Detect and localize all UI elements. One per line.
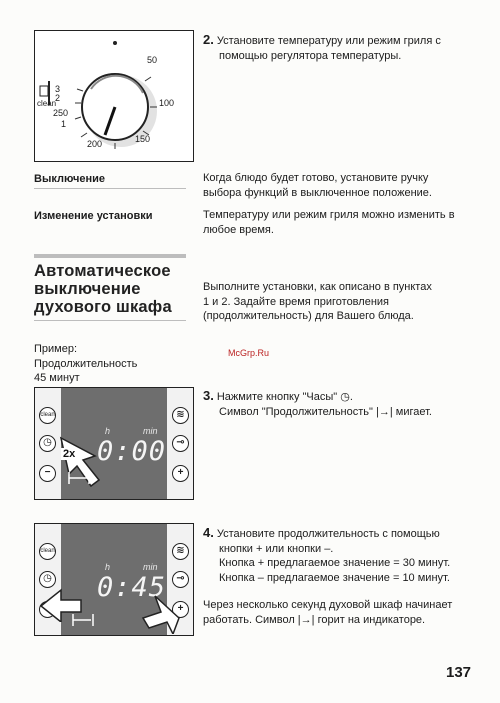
temperature-dial-figure [34,30,194,162]
auto-off-heading-line-3: духового шкафа [34,298,172,316]
control-panel-2 [34,523,194,636]
off-section-line-1: Когда блюдо будет готово, установите ручку [203,172,429,184]
steam-button[interactable]: ≋ [172,407,189,424]
dial-mark-200: 200 [87,139,103,149]
right-press-arrow-icon [139,588,185,634]
off-section-label: Выключение [34,173,105,185]
step-4 [203,526,495,585]
step-2 [203,33,493,63]
dial-mark-150: 150 [135,134,151,144]
final-note-line-2: работать. Символ |→| горит на индикаторе. [203,613,426,626]
dial-mark-50: 50 [147,55,158,65]
step-2-line-1: Установите температуру или режим гриля с [216,35,441,47]
watermark: McGrp.Ru [228,348,270,358]
panel-1-time-display: 0:00 [97,436,167,467]
change-section-line-2: любое время. [203,223,274,236]
off-section-divider [34,188,186,189]
duration-symbol-icon [69,610,99,630]
change-section-label: Изменение установки [34,210,153,222]
step-2-number: 2. [203,32,214,47]
step-3-line-2: Символ "Продолжительность" |→| мигает. [219,405,432,418]
key-button[interactable]: ⊸ [172,571,189,588]
step-4-number: 4. [203,525,214,540]
final-note [203,598,495,627]
final-note-line-1: Через несколько секунд духовой шкаф начинает [203,599,453,611]
clean-button[interactable]: clean [39,543,56,560]
dial-mark-100: 100 [159,98,175,108]
dial-mark-2: 2 [55,93,61,103]
clock-button[interactable]: ◷ [39,571,56,588]
dial-mark-3: 3 [55,84,61,94]
plus-button[interactable]: + [172,465,189,482]
panel-2-hours-label: h [105,562,111,572]
panel-1-minutes-label: min [143,426,158,436]
auto-off-heading [34,262,194,316]
steam-button[interactable]: ≋ [172,543,189,560]
clean-button[interactable]: clean [39,407,56,424]
press-twice-badge: 2x [63,448,76,460]
step-3 [203,389,493,419]
plus-button[interactable]: + [172,601,189,618]
clock-button[interactable]: ◷ [39,435,56,452]
step-3-line-1: Нажмите кнопку "Часы" ◷. [216,391,353,403]
off-section-text [203,171,493,200]
example-block [34,342,194,386]
step-4-line-1: Установите продолжительность с помощью [216,528,440,540]
example-line-1: Пример: [34,343,78,355]
control-panel-1 [34,387,194,500]
change-section-line-1: Температуру или режим гриля можно изменить в [203,209,455,221]
auto-off-bottom-rule [34,320,186,321]
step-4-line-2: кнопки + или кнопки –. [219,542,334,555]
panel-2-minutes-label: min [143,562,158,572]
step-3-number: 3. [203,388,214,403]
dial-mark-clean: clean [37,99,57,108]
auto-off-top-rule [34,254,186,258]
auto-off-heading-line-2: выключение [34,280,141,298]
example-line-3: 45 минут [34,372,80,384]
key-button[interactable]: ⊸ [172,435,189,452]
auto-off-line-2: 1 и 2. Задайте время приготовления [203,295,389,308]
auto-off-line-1: Выполните установки, как описано в пунктах [203,281,432,293]
step-4-line-3: Кнопка + предлагаемое значение = 30 минут. [219,557,451,569]
minus-button[interactable]: − [39,465,56,482]
duration-symbol-icon [65,468,95,488]
page-number: 137 [446,664,472,681]
auto-off-line-3: (продолжительность) для Вашего блюда. [203,310,414,322]
step-4-line-4: Кнопка – предлагаемое значение = 10 минут. [219,571,450,584]
step-2-line-2: помощью регулятора температуры. [219,49,402,62]
change-section-text [203,208,493,237]
dial-mark-1: 1 [61,119,67,129]
example-line-2: Продолжительность [34,357,138,370]
auto-off-text [203,280,493,324]
panel-1-hours-label: h [105,426,111,436]
off-section-line-2: выбора функций в выключенное положение. [203,186,432,199]
auto-off-heading-line-1: Автоматическое [34,262,171,280]
panel-2-time-display: 0:45 [97,572,167,603]
dial-mark-250: 250 [53,108,69,118]
